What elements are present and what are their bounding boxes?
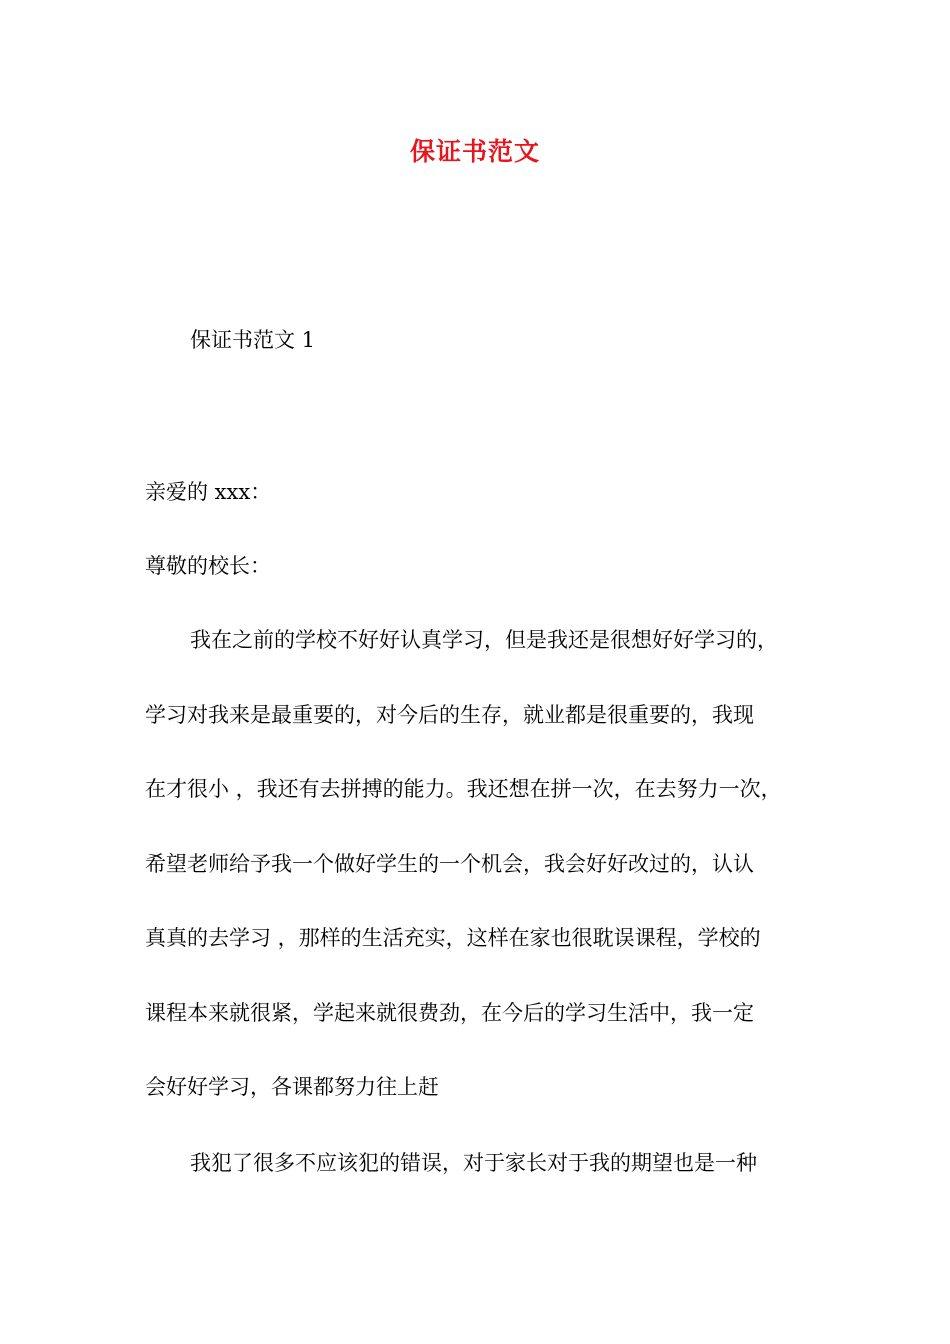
document-title: 保证书范文: [409, 137, 540, 166]
section-heading: 保证书范文 1: [190, 328, 316, 352]
paragraph-1-line-4: 希望老师给予我一个做好学生的一个机会，我会好好改过的，认认: [145, 852, 754, 876]
paragraph-2-line-1: 我犯了很多不应该犯的错误，对于家长对于我的期望也是一种: [190, 1151, 757, 1175]
salutation-principal: 尊敬的校长：: [145, 554, 271, 578]
paragraph-1-line-1: 我在之前的学校不好好认真学习，但是我还是很想好好学习的，: [190, 628, 778, 652]
paragraph-1-line-3: 在才很小 ，我还有去拼搏的能力。我还想在拼一次，在去努力一次，: [145, 777, 782, 801]
paragraph-1-line-6: 课程本来就很紧，学起来就很费劲，在今后的学习生活中，我一定: [145, 1001, 754, 1025]
salutation-friend: 亲爱的 xxx：: [145, 480, 272, 504]
paragraph-1-line-7: 会好好学习，各课都努力往上赶: [145, 1075, 439, 1099]
paragraph-1-line-5: 真真的去学习 ，那样的生活充实，这样在家也很耽误课程，学校的: [145, 926, 761, 950]
paragraph-1-line-2: 学习对我来是最重要的，对今后的生存，就业都是很重要的，我现: [145, 703, 754, 727]
